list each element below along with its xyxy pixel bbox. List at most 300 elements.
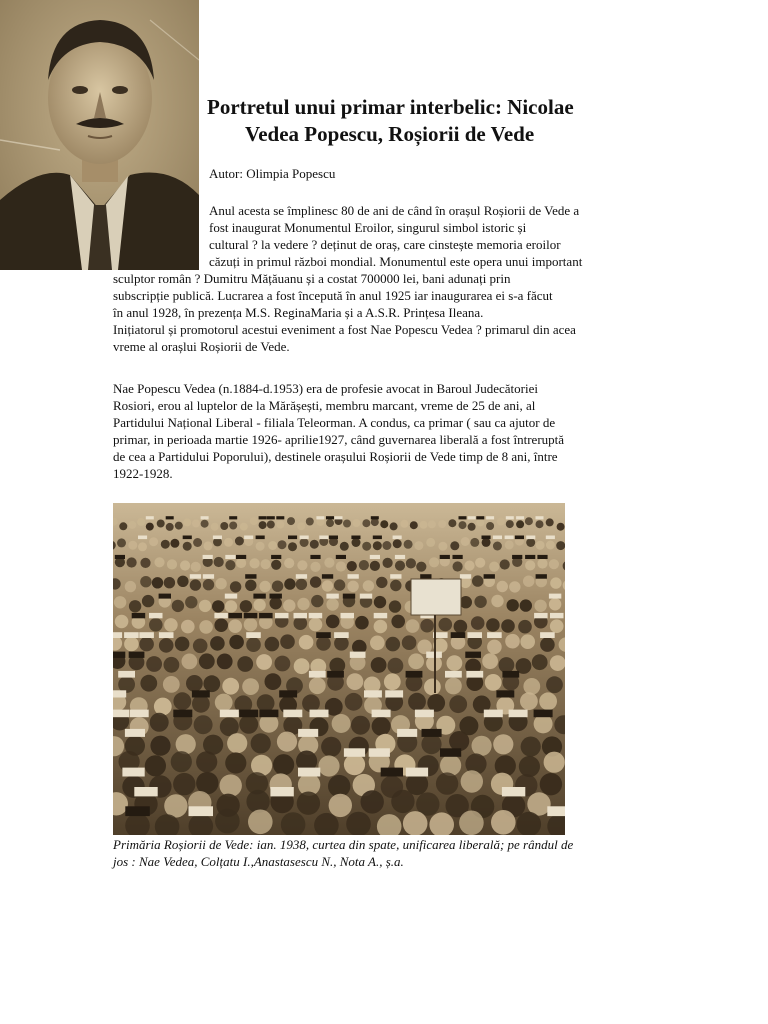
- crowd-head: [410, 521, 418, 529]
- crowd-head: [276, 521, 284, 529]
- crowd-hat: [484, 574, 495, 579]
- crowd-head: [370, 636, 385, 651]
- crowd-head: [340, 542, 349, 551]
- crowd-hat: [294, 613, 308, 618]
- crowd-head: [246, 790, 269, 813]
- crowd-hat: [267, 516, 275, 519]
- crowd-head: [493, 542, 502, 551]
- crowd-head: [183, 518, 191, 526]
- crowd-head: [225, 560, 235, 570]
- crowd-head: [306, 518, 314, 526]
- crowd-head: [520, 692, 538, 710]
- crowd-hat: [275, 613, 289, 618]
- crowd-head: [214, 618, 228, 632]
- crowd-head: [244, 618, 258, 632]
- crowd-head: [227, 733, 247, 753]
- paragraph-line: în anul 1928, în prezența M.S. ReginaMaria și a A.S.R. Prințesa Ileana.: [113, 305, 484, 320]
- crowd-head: [520, 634, 535, 649]
- crowd-hat: [225, 594, 237, 599]
- crowd-hat: [395, 555, 405, 559]
- crowd-hat: [326, 594, 338, 599]
- crowd-head: [235, 537, 244, 546]
- crowd-head: [164, 657, 180, 673]
- crowd-hat: [516, 516, 524, 519]
- crowd-head: [403, 811, 428, 835]
- crowd-hat: [298, 729, 318, 737]
- crowd-head: [278, 540, 287, 549]
- crowd-head: [239, 715, 258, 734]
- crowd-head: [450, 541, 459, 550]
- crowd-head: [482, 538, 491, 547]
- paragraph-2: [113, 380, 564, 482]
- crowd-head: [416, 562, 426, 572]
- crowd-head: [427, 694, 445, 712]
- crowd-head: [549, 598, 561, 610]
- crowd-head: [257, 694, 275, 712]
- crowd-hat: [369, 748, 390, 757]
- crowd-head: [177, 576, 188, 587]
- crowd-head: [355, 616, 369, 630]
- crowd-head: [372, 717, 391, 736]
- crowd-hat: [343, 594, 355, 599]
- crowd-head: [172, 600, 184, 612]
- crowd-hat: [385, 690, 403, 697]
- crowd-hat: [124, 632, 139, 638]
- crowd-hat: [298, 768, 320, 777]
- crowd-head: [507, 599, 519, 611]
- crowd-head: [390, 522, 398, 530]
- crowd-hat: [534, 710, 553, 718]
- crowd-head: [491, 810, 516, 835]
- paragraph-line: fost inaugurat Monumentul Eroilor, singurul simbol istoric și: [209, 220, 527, 235]
- crowd-head: [224, 538, 233, 547]
- crowd-head: [251, 733, 271, 753]
- crowd-hat: [236, 555, 246, 559]
- crowd-hat: [189, 806, 214, 816]
- paragraph-line: Anul acesta se împlinesc 80 de ani de când în orașul Roșiorii de Vede a: [209, 203, 580, 218]
- crowd-head: [204, 541, 213, 550]
- crowd-head: [499, 657, 515, 673]
- crowd-hat: [213, 536, 222, 540]
- crowd-head: [505, 634, 520, 649]
- crowd-head: [259, 581, 270, 592]
- crowd-head: [454, 620, 468, 634]
- crowd-head: [476, 518, 484, 526]
- crowd-head: [540, 773, 562, 795]
- crowd-head: [309, 618, 323, 632]
- crowd-hat: [270, 594, 282, 599]
- crowd-head: [190, 579, 201, 590]
- crowd-head: [309, 677, 326, 694]
- crowd-head: [536, 541, 545, 550]
- paragraph-line: subscripție publică. Lucrarea a fost începută în anul 1925 iar inaugurarea ei s-a făcut: [113, 288, 553, 303]
- crowd-head: [240, 600, 252, 612]
- crowd-head: [318, 755, 339, 776]
- crowd-head: [382, 541, 391, 550]
- crowd-head: [277, 732, 297, 752]
- crowd-hat: [505, 536, 514, 540]
- crowd-hat: [270, 787, 293, 796]
- crowd-head: [225, 600, 237, 612]
- crowd-head: [261, 559, 271, 569]
- crowd-hat: [466, 671, 483, 678]
- crowd-head: [166, 523, 174, 531]
- crowd-head: [332, 714, 351, 733]
- crowd-hat: [309, 671, 326, 678]
- crowd-head: [449, 695, 467, 713]
- crowd-head: [129, 600, 141, 612]
- crowd-head: [125, 581, 136, 592]
- crowd-hat: [129, 652, 145, 658]
- crowd-head: [384, 673, 401, 690]
- crowd-head: [280, 634, 295, 649]
- crowd-hat: [502, 671, 519, 678]
- crowd-head: [246, 637, 261, 652]
- crowd-head: [449, 731, 469, 751]
- crowd-head: [222, 678, 239, 695]
- crowd-hat: [393, 536, 402, 540]
- crowd-head: [215, 809, 240, 834]
- crowd-head: [485, 674, 502, 691]
- crowd-hat: [159, 594, 171, 599]
- crowd-hat: [336, 555, 346, 559]
- crowd-hat: [220, 710, 239, 718]
- paragraph-line: Rosiori, erou al luptelor de la Mărășești, membru marcant, vreme de 25 de ani, al: [113, 398, 536, 413]
- crowd-head: [459, 521, 467, 529]
- crowd-hat: [468, 516, 476, 519]
- crowd-head: [300, 538, 309, 547]
- crowd-head: [164, 618, 178, 632]
- crowd-hat: [334, 632, 349, 638]
- crowd-head: [345, 693, 363, 711]
- caption-line: Primăria Roșiorii de Vede: ian. 1938, curtea din spate, unificarea liberală; pe rândul de: [113, 837, 574, 852]
- crowd-head: [212, 600, 224, 612]
- crowd-head: [145, 755, 166, 776]
- crowd-head: [230, 581, 241, 592]
- crowd-head: [362, 542, 371, 551]
- crowd-head: [391, 790, 414, 813]
- crowd-head: [440, 755, 461, 776]
- crowd-hat: [322, 574, 333, 579]
- crowd-head: [228, 619, 242, 633]
- crowd-head: [486, 522, 494, 530]
- crowd-hat: [279, 690, 297, 697]
- crowd-hat: [132, 613, 146, 618]
- crowd-head: [299, 635, 314, 650]
- crowd-head: [215, 694, 233, 712]
- crowd-head: [150, 713, 169, 732]
- crowd-hat: [310, 710, 329, 718]
- crowd-hat: [525, 555, 535, 559]
- crowd-hat: [534, 613, 548, 618]
- crowd-head: [474, 596, 486, 608]
- crowd-head: [275, 656, 291, 672]
- crowd-head: [311, 595, 323, 607]
- crowd-head: [388, 658, 404, 674]
- crowd-head: [154, 698, 172, 716]
- crowd-head: [447, 655, 463, 671]
- paragraph-line: sculptor român ? Dumitru Mățăuanu și a costat 700000 lei, bani adunați prin: [113, 271, 511, 286]
- crowd-head: [471, 616, 485, 630]
- crowd-head: [296, 579, 307, 590]
- crowd-head: [186, 675, 203, 692]
- crowd-head: [175, 637, 190, 652]
- crowd-hat: [486, 516, 494, 519]
- crowd-head: [273, 754, 294, 775]
- crowd-head: [421, 734, 441, 754]
- paragraph-line: căzuți in primul război mondial. Monumentul este opera unui important: [209, 254, 583, 269]
- crowd-hat: [118, 671, 135, 678]
- crowd-head: [534, 600, 546, 612]
- crowd-head: [237, 656, 253, 672]
- crowd-head: [297, 598, 309, 610]
- crowd-hat: [316, 516, 324, 519]
- crowd-head: [193, 639, 208, 654]
- crowd-head: [164, 577, 175, 588]
- crowd-head: [183, 542, 192, 551]
- crowd-head: [220, 774, 242, 796]
- crowd-head: [557, 523, 565, 531]
- crowd-hat: [310, 555, 320, 559]
- paragraph-line: primar, in perioada martie 1926- aprilie1927, când guvernarea liberală a fost întreruptă: [113, 432, 565, 447]
- article-title: [207, 94, 687, 148]
- crowd-head: [127, 557, 137, 567]
- crowd-head: [225, 752, 246, 773]
- crowd-hat: [138, 536, 147, 540]
- crowd-hat: [351, 536, 360, 540]
- crowd-head: [139, 637, 154, 652]
- crowd-head: [520, 599, 532, 611]
- crowd-head: [359, 560, 369, 570]
- crowd-head: [128, 541, 137, 550]
- crowd-hat: [374, 613, 388, 618]
- crowd-head: [159, 638, 174, 653]
- crowd-head: [191, 562, 201, 572]
- crowd-hat: [139, 632, 154, 638]
- crowd-head: [525, 517, 533, 525]
- crowd-head: [142, 595, 154, 607]
- crowd-head: [390, 580, 401, 591]
- crowd-head: [537, 558, 547, 568]
- crowd-head: [288, 542, 297, 551]
- crowd-head: [439, 618, 453, 632]
- crowd-head: [146, 523, 154, 531]
- article-author: Autor: Olimpia Popescu: [209, 166, 336, 181]
- crowd-head: [245, 580, 256, 591]
- crowd-hat: [515, 536, 524, 540]
- crowd-head: [525, 560, 535, 570]
- crowd-head: [265, 673, 282, 690]
- crowd-hat: [453, 555, 463, 559]
- crowd-head: [373, 541, 382, 550]
- crowd-hat: [259, 613, 273, 618]
- crowd-head: [119, 522, 127, 530]
- crowd-hat: [550, 613, 564, 618]
- crowd-head: [521, 737, 541, 757]
- crowd-hat: [201, 516, 209, 519]
- crowd-head: [550, 655, 565, 671]
- crowd-hat: [390, 574, 401, 579]
- crowd-head: [329, 794, 352, 817]
- crowd-hat: [113, 652, 125, 658]
- crowd-head: [182, 654, 198, 670]
- crowd-head: [436, 772, 458, 794]
- crowd-hat: [309, 613, 323, 618]
- crowd-hat: [460, 574, 471, 579]
- crowd-hat: [276, 516, 284, 519]
- crowd-head: [297, 522, 305, 530]
- crowd-head: [386, 637, 401, 652]
- crowd-hat: [130, 710, 149, 718]
- crowd-head: [556, 541, 565, 550]
- crowd-hat: [327, 671, 344, 678]
- crowd-head: [173, 692, 191, 710]
- crowd-hat: [536, 574, 547, 579]
- crowd-head: [146, 656, 162, 672]
- crowd-hat: [225, 555, 235, 559]
- crowd-hat: [326, 516, 334, 519]
- crowd-head: [185, 596, 197, 608]
- crowd-head: [497, 518, 505, 526]
- crowd-head: [114, 596, 126, 608]
- crowd-head: [505, 540, 514, 549]
- crowd-hat: [183, 536, 192, 540]
- crowd-hat: [496, 690, 514, 697]
- crowd-head: [154, 557, 164, 567]
- crowd-head: [215, 578, 226, 589]
- crowd-hat: [229, 516, 237, 519]
- crowd-head: [161, 540, 170, 549]
- crowd-head: [406, 619, 420, 633]
- crowd-head: [170, 539, 179, 548]
- article-title-line1: Portretul unui primar interbelic: Nicolae: [207, 95, 574, 119]
- crowd-head: [414, 541, 423, 550]
- crowd-hat: [487, 632, 502, 638]
- crowd-head: [117, 538, 126, 547]
- crowd-hat: [459, 516, 467, 519]
- crowd-head: [487, 640, 502, 655]
- crowd-head: [181, 620, 195, 634]
- crowd-head: [448, 519, 456, 527]
- paragraph-line: de cea a Partidului Poporului), destinele orașului Roșiorii de Vede timp de 8 ani, între: [113, 449, 558, 464]
- crowd-head: [461, 770, 483, 792]
- crowd-head: [211, 523, 219, 531]
- crowd-hat: [244, 536, 253, 540]
- crowd-head: [196, 751, 217, 772]
- paragraph-1-wrapped: [209, 202, 582, 270]
- crowd-head: [461, 537, 470, 546]
- crowd-head: [199, 653, 215, 669]
- crowd-head: [400, 520, 408, 528]
- crowd-head: [493, 734, 513, 754]
- crowd-head: [210, 636, 225, 651]
- crowd-hat: [259, 516, 267, 519]
- crowd-head: [489, 562, 499, 572]
- crowd-hat: [288, 536, 297, 540]
- article-title-line2: Vedea Popescu, Roșiorii de Vede: [245, 122, 535, 146]
- crowd-hat: [329, 536, 338, 540]
- crowd-hat: [506, 516, 514, 519]
- paragraph-1-continued: [113, 270, 576, 355]
- crowd-hat: [482, 536, 491, 540]
- crowd-head: [362, 519, 370, 527]
- crowd-head: [201, 520, 209, 528]
- crowd-hat: [537, 555, 547, 559]
- crowd-head: [272, 581, 283, 592]
- crowd-head: [250, 558, 260, 568]
- crowd-head: [229, 635, 244, 650]
- crowd-head: [429, 557, 439, 567]
- crowd-head: [302, 694, 320, 712]
- crowd-head: [376, 577, 387, 588]
- crowd-head: [536, 520, 544, 528]
- crowd-head: [193, 538, 202, 547]
- crowd-head: [256, 542, 265, 551]
- crowd-head: [347, 673, 364, 690]
- paragraph-line: 1922-1928.: [113, 466, 173, 481]
- crowd-hat: [256, 536, 265, 540]
- crowd-head: [395, 561, 405, 571]
- crowd-hat: [190, 574, 201, 579]
- portrait-image: [0, 0, 199, 270]
- crowd-head: [175, 522, 183, 530]
- crowd-hat: [125, 729, 145, 737]
- crowd-head: [250, 517, 258, 525]
- crowd-head: [326, 519, 334, 527]
- crowd-hat: [341, 613, 355, 618]
- crowd-hat: [547, 806, 565, 816]
- crowd-hat: [245, 574, 256, 579]
- crowd-hat: [465, 652, 481, 658]
- portrait-photo: [0, 0, 199, 270]
- crowd-head: [370, 561, 380, 571]
- crowd-hat: [540, 632, 555, 638]
- crowd-head: [248, 810, 273, 835]
- crowd-head: [140, 675, 157, 692]
- crowd-hat: [348, 574, 359, 579]
- crowd-head: [472, 736, 492, 756]
- crowd-head: [310, 576, 321, 587]
- crowd-hat: [370, 555, 380, 559]
- crowd-head: [408, 693, 426, 711]
- crowd-head: [284, 578, 295, 589]
- crowd-hat: [113, 710, 129, 718]
- crowd-hat: [381, 768, 403, 777]
- crowd-head: [389, 600, 401, 612]
- crowd-head: [138, 542, 147, 551]
- crowd-head: [404, 540, 413, 549]
- crowd-hat: [159, 632, 174, 638]
- crowd-hat: [214, 613, 228, 618]
- crowd-hat: [546, 536, 555, 540]
- crowd-hat: [445, 671, 462, 678]
- crowd-head: [516, 520, 524, 528]
- crowd-hat: [512, 555, 522, 559]
- crowd-hat: [203, 574, 214, 579]
- crowd-head: [526, 538, 535, 547]
- crowd-hat: [467, 632, 482, 638]
- crowd-head: [253, 599, 265, 611]
- crowd-head: [152, 577, 163, 588]
- crowd-head: [236, 558, 246, 568]
- crowd-hat: [146, 516, 154, 519]
- crowd-hat: [296, 574, 307, 579]
- crowd-head: [523, 678, 540, 695]
- crowd-hat: [166, 516, 174, 519]
- crowd-head: [256, 654, 272, 670]
- crowd-head: [271, 560, 281, 570]
- paragraph-line: Inițiatorul și promotorul acestui eveniment a fost Nae Popescu Vedea ? primarul din acea: [113, 322, 576, 337]
